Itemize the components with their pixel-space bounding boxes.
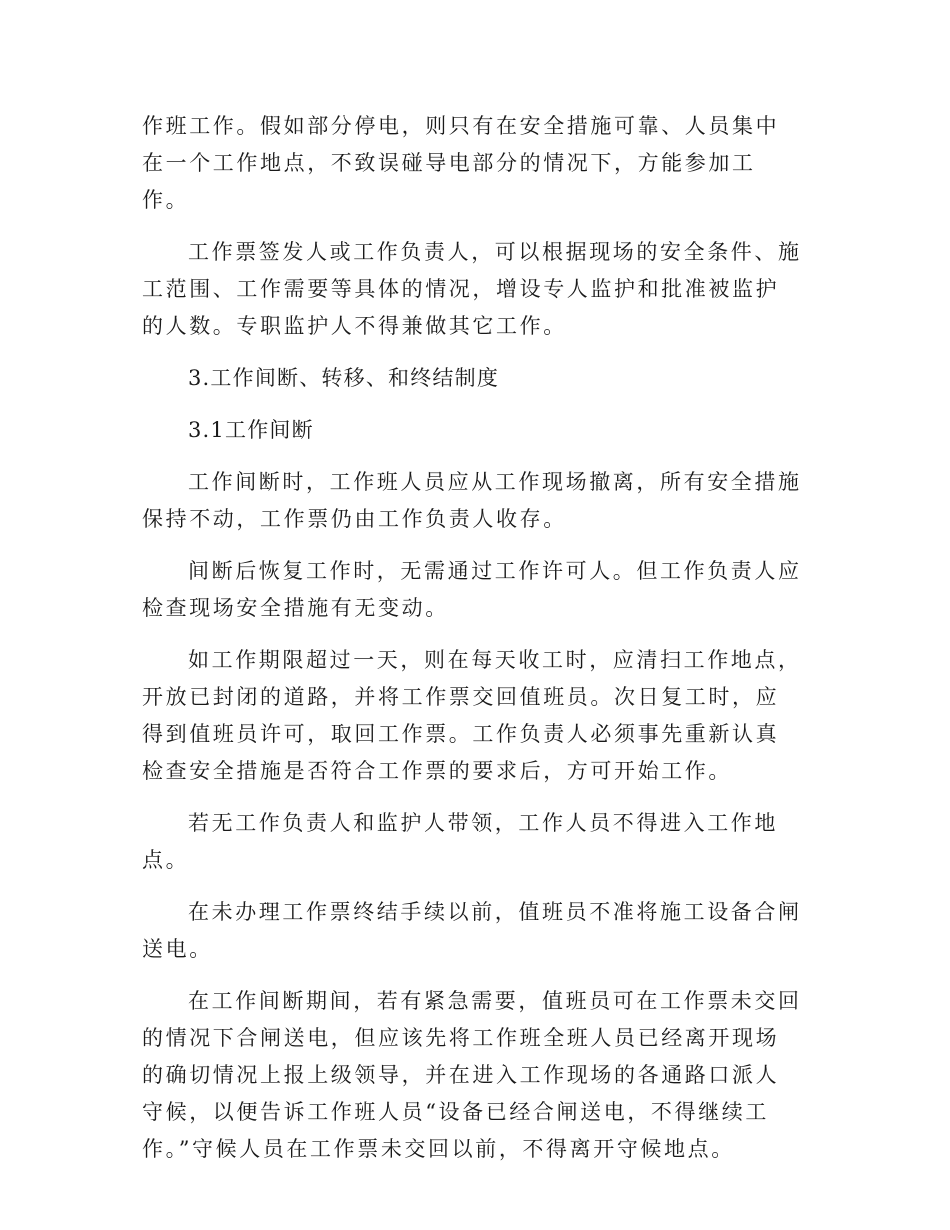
section-heading-3: 3.工作间断、转移、和终结制度: [188, 366, 500, 390]
paragraph-emergency-energize: 在工作间断期间，若有紧急需要，值班员可在工作票未交回的情况下合闸送电，但应该先将工作班全班人员已经离开现场的确切情况上报上级领导，并在进入工作现场的各通路口派人守候，以便告诉工作班人员“设备已经合闸送电，不得继续工作。”守候人员在工作票未交回以前，不得离开守候地点。: [142, 989, 802, 1161]
document-body: [142, 108, 802, 1183]
paragraph-signer-duties: 工作票签发人或工作负责人，可以根据现场的安全条件、施工范围、工作需要等具体的情况，增设专人监护和批准被监护的人数。专职监护人不得兼做其它工作。: [142, 240, 802, 338]
paragraph-resume-work: 间断后恢复工作时，无需通过工作许可人。但工作负责人应检查现场安全措施有无变动。: [142, 559, 802, 620]
section-heading-3-1: 3.1工作间断: [188, 418, 314, 442]
paragraph-continuation: 作班工作。假如部分停电，则只有在安全措施可靠、人员集中在一个工作地点，不致误碰导电部分的情况下，方能参加工作。: [142, 114, 780, 212]
paragraph-no-leader: 若无工作负责人和监护人带领，工作人员不得进入工作地点。: [142, 811, 778, 872]
paragraph-multi-day-work: 如工作期限超过一天，则在每天收工时，应清扫工作地点，开放已封闭的道路，并将工作票交回值班员。次日复工时，应得到值班员许可，取回工作票。工作负责人必须事先重新认真检查安全措施是否符合工作票的要求后，方可开始工作。: [142, 648, 802, 783]
paragraph-work-interruption: 工作间断时，工作班人员应从工作现场撤离，所有安全措施保持不动，工作票仍由工作负责人收存。: [142, 470, 802, 531]
paragraph-no-energize: 在未办理工作票终结手续以前，值班员不准将施工设备合闸送电。: [142, 900, 802, 961]
